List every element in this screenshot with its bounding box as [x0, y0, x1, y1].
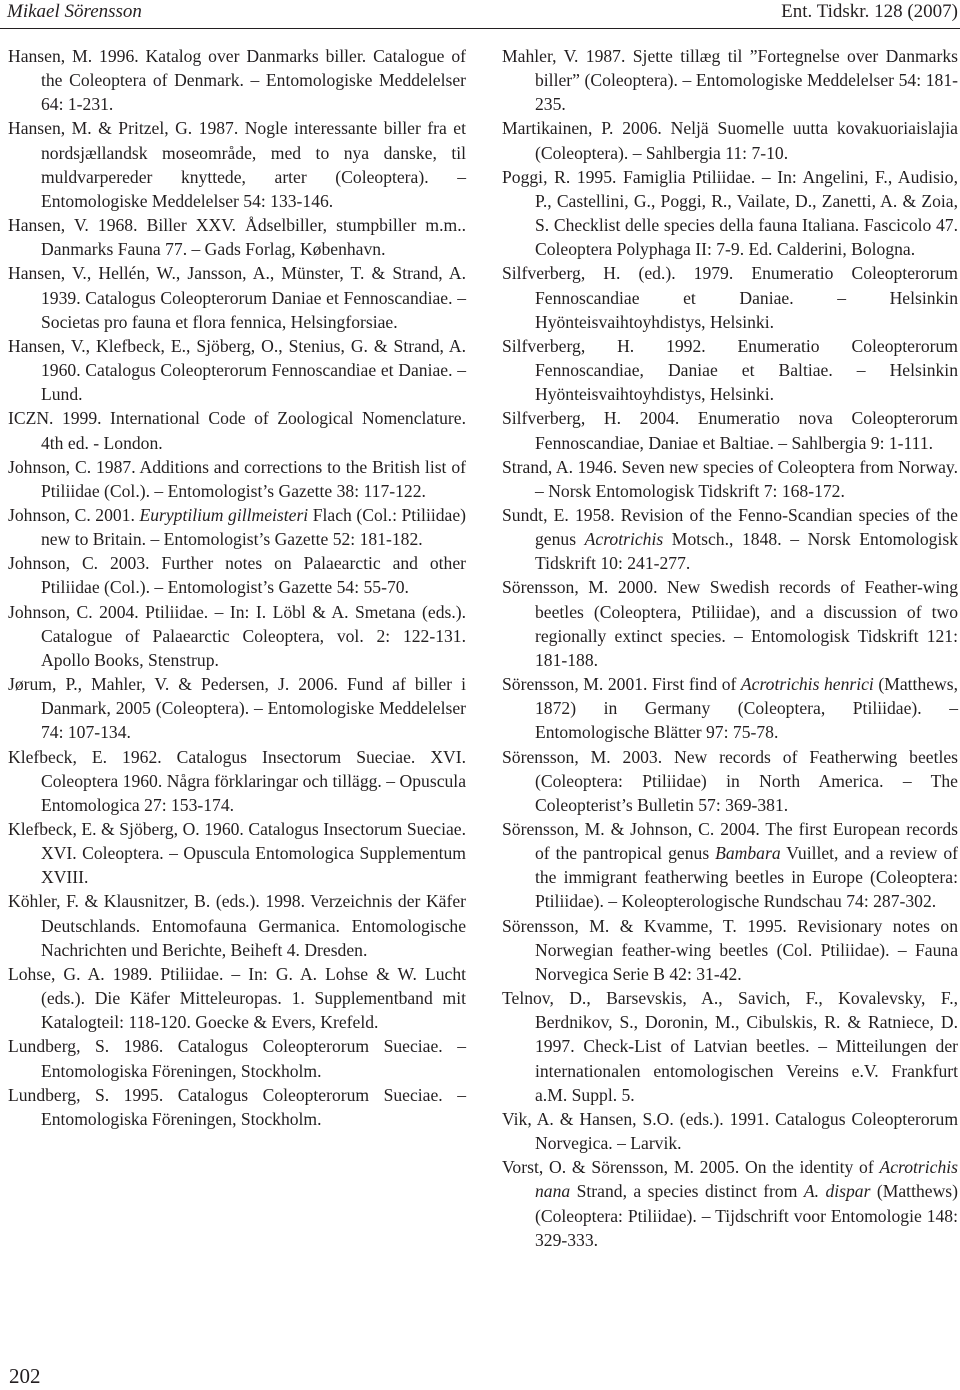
reference-entry: Sörensson, M. 2003. New records of Featherwing beetles (Coleoptera: Ptiliidae) in North America. – The Coleopterist’s Bulletin 57: 369-381.	[502, 746, 958, 815]
reference-entry: Lundberg, S. 1995. Catalogus Coleopterorum Sueciae. – Entomologiska Föreningen, Stockholm.	[8, 1084, 466, 1129]
reference-entry: Klefbeck, E. 1962. Catalogus Insectorum Sueciae. XVI. Coleoptera 1960. Några förklaringar och tillägg. – Opuscula Entomologica 27: 153-174.	[8, 746, 466, 815]
reference-entry: Köhler, F. & Klausnitzer, B. (eds.). 1998. Verzeichnis der Käfer Deutschlands. Entomofauna Germanica. Entomologische Nachrichten und Berichte, Beiheft 4. Dresden.	[8, 891, 466, 960]
reference-entry: Jørum, P., Mahler, V. & Pedersen, J. 2006. Fund af biller i Danmark, 2005 (Coleoptera). – Entomologiske Meddelelser 74: 107-134.	[8, 674, 466, 743]
reference-entry: Hansen, V., Hellén, W., Jansson, A., Münster, T. & Strand, A. 1939. Catalogus Coleopterorum Daniae et Fennoscandiae. – Societas pro fauna et flora fennica, Helsingforsiae.	[8, 263, 466, 332]
header-rule	[0, 28, 960, 29]
references-right-column	[502, 44, 958, 1252]
reference-entry: Sörensson, M. 2000. New Swedish records of Feather-wing beetles (Coleoptera, Ptiliidae), and a discussion of two regionally extinct species. – Entomologisk Tidskrift 121: 181-188.	[502, 577, 958, 670]
reference-entry: Johnson, C. 2003. Further notes on Palaearctic and other Ptiliidae (Col.). – Entomologist’s Gazette 54: 55-70.	[8, 553, 466, 598]
reference-entry: Hansen, M. & Pritzel, G. 1987. Nogle interessante biller fra et nordsjællandsk moseområde, med to nya danske, til muldvarpereder knyttede, arter (Coleoptera). – Entomologiske Meddelelser 54: 133-146.	[8, 118, 466, 211]
reference-entry: Poggi, R. 1995. Famiglia Ptiliidae. – In: Angelini, F., Audisio, P., Castellini, G., Poggi, R., Vailate, D., Zanetti, A. & Zoia, S. Checklist delle species della fauna Italiana. Fascicolo 47. Coleoptera Polyphaga II: 7-9. Ed. Calderini, Bologna.	[502, 166, 958, 260]
reference-entry: Johnson, C. 1987. Additions and corrections to the British list of Ptiliidae (Col.). – Entomologist’s Gazette 38: 117-122.	[8, 456, 466, 501]
reference-entry: Hansen, V. 1968. Biller XXV. Ådselbiller, stumpbiller m.m.. Danmarks Fauna 77. – Gads Forlag, København.	[8, 215, 466, 260]
reference-entry: Silfverberg, H. (ed.). 1979. Enumeratio Coleopterorum Fennoscandiae et Daniae. – Helsinkin Hyönteisvaihtoyhdistys, Helsinki.	[502, 263, 958, 332]
reference-entry: ICZN. 1999. International Code of Zoological Nomenclature. 4th ed. - London.	[8, 408, 466, 453]
reference-entry: Hansen, V., Klefbeck, E., Sjöberg, O., Stenius, G. & Strand, A. 1960. Catalogus Coleopterorum Fennoscandiae et Daniae. – Lund.	[8, 335, 466, 405]
reference-entry: Telnov, D., Barsevskis, A., Savich, F., Kovalevsky, F., Berdnikov, S., Doronin, M., Cibulskis, R. & Ratniece, D. 1997. Check-List of Latvian beetles. – Mitteilungen der internationalen entomologischen Vereins e.V. Frankfurt a.M. Suppl. 5.	[502, 988, 958, 1105]
reference-entry: Johnson, C. 2004. Ptiliidae. – In: I. Löbl & A. Smetana (eds.). Catalogue of Palaearctic Coleoptera, vol. 2: 122-131. Apollo Books, Stenstrup.	[8, 601, 466, 670]
references-left-column	[8, 44, 466, 1131]
reference-entry: Vik, A. & Hansen, S.O. (eds.). 1991. Catalogus Coleopterorum Norvegica. – Larvik.	[502, 1108, 958, 1154]
running-header-author: Mikael Sörensson	[7, 1, 142, 22]
reference-entry: Mahler, V. 1987. Sjette tillæg til ”Fortegnelse over Danmarks biller” (Coleoptera). – Entomologiske Meddelelser 54: 181-235.	[502, 46, 958, 115]
reference-entry: Martikainen, P. 2006. Neljä Suomelle uutta kovakuoriaislajia (Coleoptera). – Sahlbergia 11: 7-10.	[502, 118, 958, 163]
reference-entry: Hansen, M. 1996. Katalog over Danmarks biller. Catalogue of the Coleoptera of Denmark. – Entomologiske Meddelelser 64: 1-231.	[8, 46, 466, 115]
reference-entry: Silfverberg, H. 2004. Enumeratio nova Coleopterorum Fennoscandiae, Daniae et Baltiae. – Sahlbergia 9: 1-111.	[502, 408, 958, 453]
reference-entry: Sundt, E. 1958. Revision of the Fenno-Scandian species of the genus Acrotrichis Motsch., 1848. – Norsk Entomologisk Tidskrift 10: 241-277.	[502, 504, 958, 574]
running-header-journal: Ent. Tidskr. 128 (2007)	[781, 1, 958, 22]
reference-entry: Lohse, G. A. 1989. Ptiliidae. – In: G. A. Lohse & W. Lucht (eds.). Die Käfer Mitteleuropas. 1. Supplementband mit Katalogteil: 118-120. Goecke & Evers, Krefeld.	[8, 963, 466, 1033]
reference-entry: Sörensson, M. 2001. First find of Acrotrichis henrici (Matthews, 1872) in Germany (Coleoptera, Ptiliidae). – Entomologische Blätter 97: 75-78.	[502, 674, 959, 743]
page-number: 202	[9, 1364, 41, 1388]
reference-entry: Klefbeck, E. & Sjöberg, O. 1960. Catalogus Insectorum Sueciae. XVI. Coleoptera. – Opuscula Entomologica Supplementum XVIII.	[8, 819, 466, 888]
reference-entry: Strand, A. 1946. Seven new species of Coleoptera from Norway. – Norsk Entomologisk Tidskrift 7: 168-172.	[502, 456, 958, 501]
reference-entry: Sörensson, M. & Kvamme, T. 1995. Revisionary notes on Norwegian feather-wing beetles (Col. Ptiliidae). – Fauna Norvegica Serie B 42: 31-42.	[502, 915, 958, 984]
reference-entry: Lundberg, S. 1986. Catalogus Coleopterorum Sueciae. – Entomologiska Föreningen, Stockholm.	[8, 1036, 466, 1081]
reference-entry: Vorst, O. & Sörensson, M. 2005. On the identity of Acrotrichis nana Strand, a species distinct from A. dispar (Matthews) (Coleoptera: Ptiliidae). – Tijdschrift voor Entomologie 148: 329-333.	[502, 1157, 958, 1250]
reference-entry: Silfverberg, H. 1992. Enumeratio Coleopterorum Fennoscandiae, Daniae et Baltiae. – Helsinkin Hyönteisvaihtoyhdistys, Helsinki.	[502, 335, 958, 405]
reference-entry: Sörensson, M. & Johnson, C. 2004. The first European records of the pantropical genus Bambara Vuillet, and a review of the immigrant featherwing beetles in Europe (Coleoptera: Ptiliidae). – Koleopterologische Rundschau 74: 287-302.	[502, 819, 958, 912]
reference-entry: Johnson, C. 2001. Euryptilium gillmeisteri Flach (Col.: Ptiliidae) new to Britain. – Entomologist’s Gazette 52: 181-182.	[8, 504, 466, 550]
